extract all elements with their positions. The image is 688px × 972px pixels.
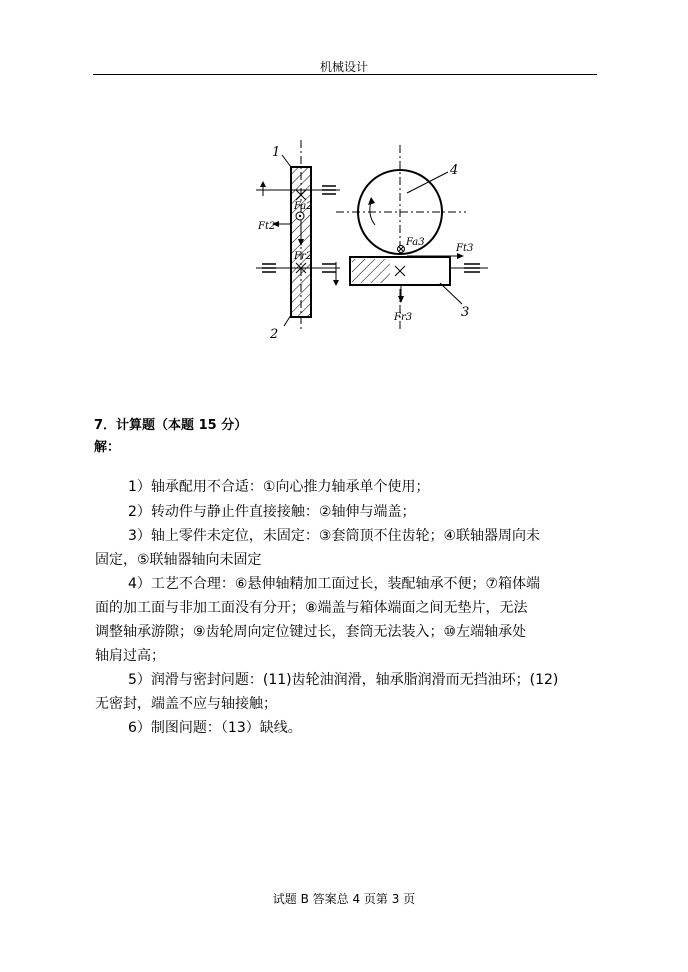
part-label-4: 4 xyxy=(450,163,459,178)
answer-line-2: 2）转动件与静止件直接接触：②轴伸与端盖； xyxy=(128,504,416,520)
answer-line-8: 轴肩过高； xyxy=(95,648,165,664)
gear-force-diagram xyxy=(0,0,688,400)
force-label-fa2: Fa2 xyxy=(294,201,313,212)
force-label-fr2: Fr2 xyxy=(294,251,313,262)
force-label-ft2: Ft2 xyxy=(258,221,276,232)
answer-line-1: 1）轴承配用不合适：①向心推力轴承单个使用； xyxy=(128,479,430,495)
answer-line-3: 3）轴上零件未定位，未固定：③套筒顶不住齿轮；④联轴器周向未 xyxy=(128,528,541,544)
force-label-fa3: Fa3 xyxy=(406,237,425,248)
solution-label: 解： xyxy=(94,440,121,455)
force-label-ft3: Ft3 xyxy=(456,243,474,254)
part-label-2: 2 xyxy=(270,327,279,342)
force-label-fr3: Fr3 xyxy=(394,312,413,323)
answer-line-4: 固定，⑤联轴器轴向未固定 xyxy=(95,552,262,568)
answer-line-11: 6）制图问题：（13）缺线。 xyxy=(128,720,302,736)
part-label-1: 1 xyxy=(272,145,281,160)
answer-line-9: 5）润滑与密封问题：(11)齿轮油润滑，轴承脂润滑而无挡油环；(12) xyxy=(128,672,559,688)
header-title: 机械设计 xyxy=(319,60,368,74)
part-label-3: 3 xyxy=(461,305,470,320)
page-footer: 试题 B 答案总 4 页第 3 页 xyxy=(272,892,416,906)
answer-line-6: 面的加工面与非加工面没有分开；⑧端盖与箱体端面之间无垫片，无法 xyxy=(95,600,528,616)
answer-line-10: 无密封，端盖不应与轴接触； xyxy=(95,696,277,712)
answer-line-7: 调整轴承游隙；⑨齿轮周向定位键过长，套筒无法装入；⑩左端轴承处 xyxy=(95,624,527,640)
answer-line-5: 4）工艺不合理：⑥悬伸轴精加工面过长，装配轴承不便；⑦箱体端 xyxy=(128,576,541,592)
section-title: 7．计算题（本题 15 分） xyxy=(94,418,248,433)
